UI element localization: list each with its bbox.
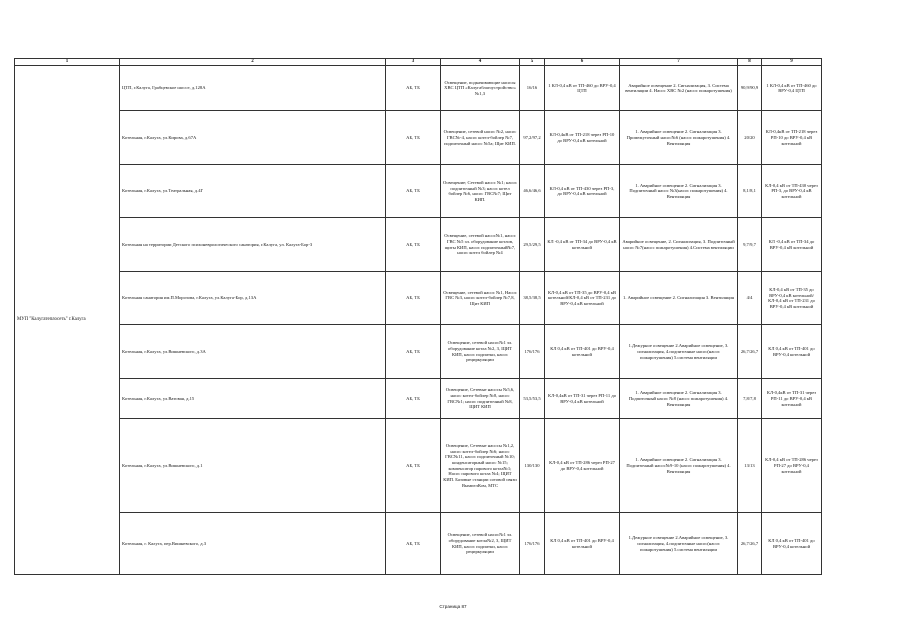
critical-equipment: Освещение, Сетевые насосы №5,6, насос котел-бойлер №8, насос ГВС№1; насос подпиточный №8, ЩИТ КИП	[441, 379, 520, 419]
reliability-category: АБ, ТБ	[386, 165, 441, 218]
table-row	[15, 165, 822, 218]
critical-equipment: Освещение, Сетевые насосы №1,2, насос котел-бойлер №6; насос ГВС№11, насос подпиточный №10; конденсаторный насос №15; компенсатор парового котла№1; Насос парового котла №4; ЩИТ КИП. Базовые станции сотовой связи ВымпелКом, МТС	[441, 419, 520, 513]
emergency-power: 130/130	[520, 419, 545, 513]
backup-power: 8,1/8,1	[738, 165, 762, 218]
backup-supply-line: КЛ -0,4 кВ от ТП-34 до ВРУ-0,4 кВ котельной	[762, 218, 822, 272]
facility-address: ЦТП, г.Калуга, Грабцевское шоссе, д.128А	[120, 66, 386, 111]
backup-supply-line: КЛ 0,4 кВ от ТП-401 до ВРУ-0,4 котельной	[762, 513, 822, 575]
facility-address: Котельная, г.Калуга, ул.Кирова, д.67А	[120, 111, 386, 165]
page-footer: Страница 87	[439, 604, 467, 609]
backup-power: 13/13	[738, 419, 762, 513]
facility-address: Котельная, г.Калуга, ул.Театральная, д.4Г	[120, 165, 386, 218]
table-row	[15, 419, 822, 513]
column-number: 1	[15, 59, 120, 66]
emergency-load: Аварийное освещение 2. Сигнализация, 3. Система вентиляции 4. Насос ХВС №2 (насос пожаротушения)	[620, 66, 738, 111]
supply-line: КЛ-0,4 кВ от ТП-35 до ВРУ-0,4 кВ котельной/КЛ-0,4 кВ от ТП-231 до ВРУ-0,4 кВ котельной	[545, 272, 620, 325]
facility-address: Котельная, г.Калуга, ул.Вишневского, д.3А	[120, 325, 386, 379]
backup-power: 26,7/26,7	[738, 513, 762, 575]
backup-supply-line: КЛ-0,4кВ от ТП-218 через РП-10 до ВРУ-0,4 кВ котельной	[762, 111, 822, 165]
reliability-category: АБ, ТБ	[386, 379, 441, 419]
reliability-category: АБ, ТБ	[386, 513, 441, 575]
emergency-load: Аварийное освещение, 2. Сигнализация, 3. Подпиточный насос №7(насос пожаротушения) 4.Система вентиляции	[620, 218, 738, 272]
critical-equipment: Освещение, сетевой насос№1 эл. оборудование котла№2, 3, ЩИТ КИП, насос подпитки, насос рециркуляции	[441, 513, 520, 575]
backup-power: 4/4	[738, 272, 762, 325]
supply-line: КЛ-0,4 кВ от ТП-286 через РП-27 до ВРУ-0,4 котельной	[545, 419, 620, 513]
column-number: 3	[386, 59, 441, 66]
emergency-load: 1.Дежурное освещение 2.Аварийное освещение, 3. сигнализация, 4.подпиточные насос(насос пожаротушения) 5.система вентиляции	[620, 325, 738, 379]
facility-address: Котельная, г.Калуга, ул.Вишневского, д.1	[120, 419, 386, 513]
supply-line: КЛ -0,4 кВ от ТП-34 до ВРУ-0,4 кВ котельной	[545, 218, 620, 272]
critical-equipment: Освещение, подкачивающие насосы ХВС ЦТП «Калугаблагоустройство» №1,3	[441, 66, 520, 111]
backup-supply-line: КЛ-0,4кВ от ТП-31 через РП-11 до ВРУ-0,4 кВ котельной	[762, 379, 822, 419]
table-row	[15, 272, 822, 325]
column-number: 4	[441, 59, 520, 66]
emergency-load: 1. Аварийное освещение 2. Сигнализация 3. Вентиляция	[620, 272, 738, 325]
column-number: 8	[738, 59, 762, 66]
reliability-category: АБ, ТБ	[386, 218, 441, 272]
data-table	[14, 58, 822, 575]
critical-equipment: Освещение; Сетевой насос №1; насос подпиточный №3; насос котел бойлер №6, насос ГВС№7; Щит КИП.	[441, 165, 520, 218]
reliability-category: АБ, ТБ	[386, 272, 441, 325]
emergency-power: 29,5/29,5	[520, 218, 545, 272]
backup-supply-line: 1 КЛ-0,4 кВ от ТП-460 до ВРУ-0,4 ЦТП	[762, 66, 822, 111]
column-number: 6	[545, 59, 620, 66]
emergency-load: 1. Аварийное освещение 2. Сигнализация 3. Подпиточный насос№9-10 (насос пожаротушения) 4. Вентиляция	[620, 419, 738, 513]
reliability-category: АБ, ТБ	[386, 66, 441, 111]
column-number: 2	[120, 59, 386, 66]
table-row	[15, 379, 822, 419]
reliability-category: АБ, ТБ	[386, 111, 441, 165]
facility-address: Котельная, г.Калуга, ул.Ватовая, д.15	[120, 379, 386, 419]
supply-line: КЛ-0,4кВ от ТП-31 через РП-11 до ВРУ-0,4 кВ котельной	[545, 379, 620, 419]
supply-line: КЛ-0,4 кВ от ТП-430 через РП-3, до ВРУ-0,4 кВ котельной	[545, 165, 620, 218]
supply-line: 1 КЛ-0,4 кВ от ТП-460 до ВРУ-0,4 ЦТП	[545, 66, 620, 111]
emergency-power: 38,5/38,5	[520, 272, 545, 325]
emergency-power: 176/176	[520, 325, 545, 379]
backup-supply-line: КЛ-0,4 кВ от ТП-35 до ВРУ-0,4 кВ котельной/КЛ-0,4 кВ от ТП-231 до ВРУ-0,4 кВ котельной	[762, 272, 822, 325]
backup-supply-line: КЛ-0,4 кВ от ТП-430 через РП-3, до ВРУ-0,4 кВ котельной	[762, 165, 822, 218]
table-row	[15, 325, 822, 379]
emergency-load: 1. Аварийное освещение 2. Сигнализация 3. Промежуточный насос№6 (насос пожаротушения) 4. Вентиляция	[620, 111, 738, 165]
backup-power: 20/20	[738, 111, 762, 165]
table-row	[15, 111, 822, 165]
column-number: 7	[620, 59, 738, 66]
supply-line: КЛ 0,4 кВ от ТП-401 до ВРУ-0,4 котельной	[545, 325, 620, 379]
emergency-load: 1.Дежурное освещение 2.Аварийное освещение, 3. сигнализация, 4.подпиточные насос(насос пожаротушения) 5.система вентиляции	[620, 513, 738, 575]
critical-equipment: Освещение, сетевой насос№1, насос ГВС №5 эл. оборудование котлов, щиты КИП, насос подпиточный№7, насос котел бойлер №4	[441, 218, 520, 272]
emergency-load: 1. Аварийное освещение 2. Сигнализация 3. Подпиточный насос №3(насос пожаротушения) 4. Вентиляция	[620, 165, 738, 218]
backup-power: 7,8/7,8	[738, 379, 762, 419]
organization-name: МУП "Калугатеплосеть" г.Калуга	[15, 66, 120, 575]
facility-address: Котельная, г. Калуга, пер.Вишневского, д.3	[120, 513, 386, 575]
header-row	[15, 59, 822, 66]
table-row	[15, 218, 822, 272]
reliability-category: АБ, ТБ	[386, 419, 441, 513]
supply-line: КЛ-0,4кВ от ТП-218 через РП-10 до ВРУ-0,4 кВ котельной	[545, 111, 620, 165]
backup-supply-line: КЛ-0,4 кВ от ТП-286 через РП-27 до ВРУ-0,4 котельной	[762, 419, 822, 513]
emergency-power: 97,2/97,2	[520, 111, 545, 165]
backup-power: 9,7/9,7	[738, 218, 762, 272]
critical-equipment: Освещение, сетевой насос№1 эл. оборудование котла №2, 3, ЩИТ КИП, насос подпитки, насос рециркуляции	[441, 325, 520, 379]
column-number: 5	[520, 59, 545, 66]
facility-address: Котельная санатория им.П.Морозова, г.Калуга, ул.Калуга-Бор, д.13А	[120, 272, 386, 325]
table-row	[15, 66, 822, 111]
emergency-power: 176/176	[520, 513, 545, 575]
backup-power: 90,9/90,9	[738, 66, 762, 111]
supply-line: КЛ 0,4 кВ от ТП-401 до ВРУ-0,4 котельной	[545, 513, 620, 575]
column-number: 9	[762, 59, 822, 66]
emergency-power: 53,5/53,5	[520, 379, 545, 419]
reliability-category: АБ, ТБ	[386, 325, 441, 379]
critical-equipment: Освещение, сетевой насос №2, насос ГВС№-4, насос котел-бойлер №7, подпиточный насос №5а; Щит КИП.	[441, 111, 520, 165]
emergency-load: 1. Аварийное освещение 2. Сигнализация 3. Подпиточный насос №8 (насос пожаротушения) 4. Вентиляция	[620, 379, 738, 419]
facility-address: Котельная на территории Детского психоневрологического санатория, г.Калуга, ул. Калуга-Бор-3	[120, 218, 386, 272]
backup-power: 26,7/26,7	[738, 325, 762, 379]
emergency-power: 46,6/46,6	[520, 165, 545, 218]
backup-supply-line: КЛ 0,4 кВ от ТП-401 до ВРУ-0,4 котельной	[762, 325, 822, 379]
critical-equipment: Освещение, сетевой насос №1, Насос ГВС №3, насос котел-бойлер №7,8, Щит КИП	[441, 272, 520, 325]
table-row	[15, 513, 822, 575]
emergency-power: 16/16	[520, 66, 545, 111]
